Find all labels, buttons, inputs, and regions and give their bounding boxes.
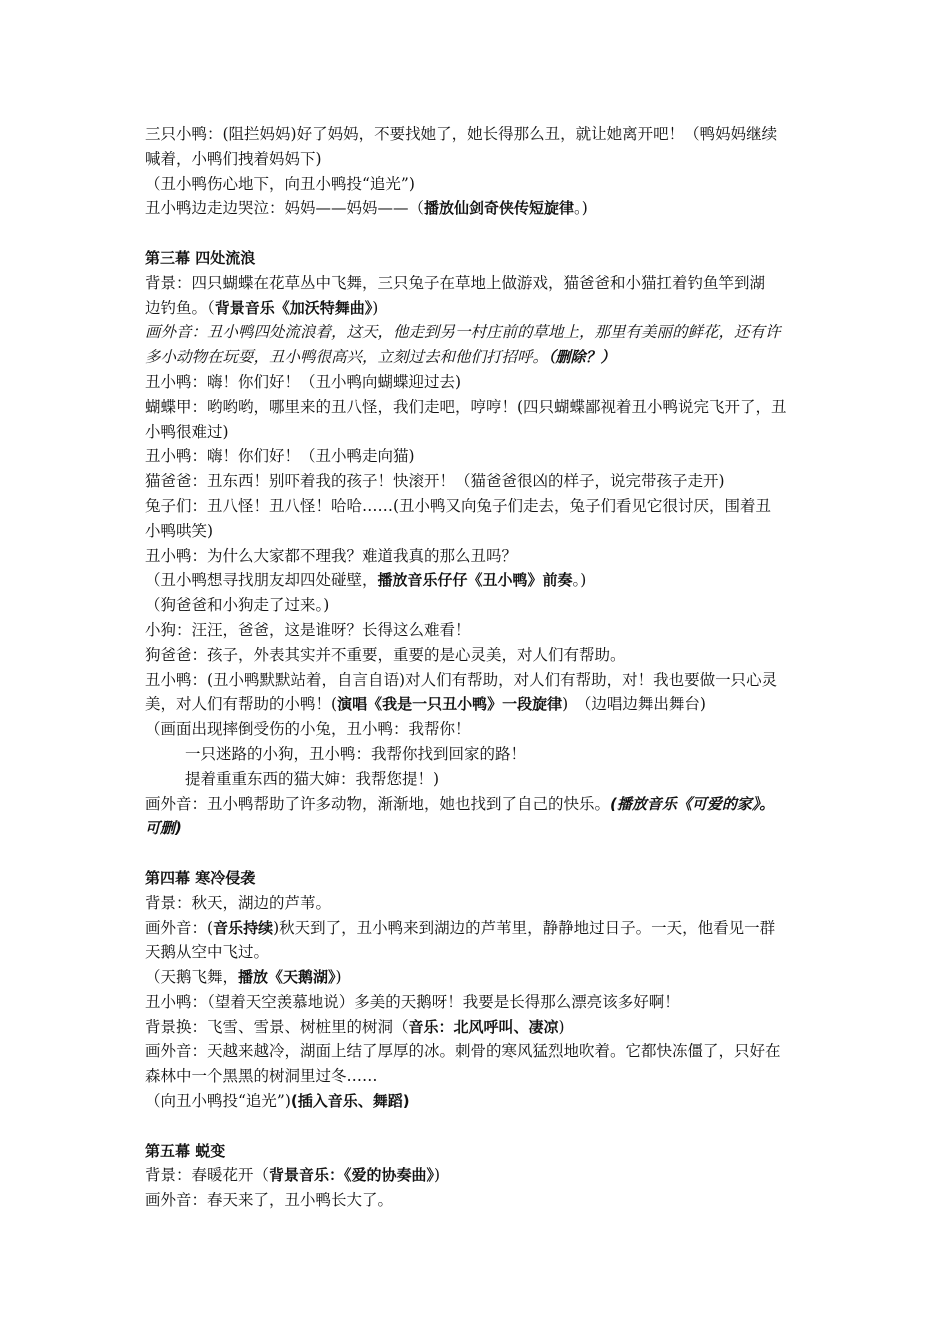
mixed-line [145, 692, 825, 717]
text-run: ) [335, 968, 342, 987]
text-line: 丑小鸭：（望着天空羡慕地说）多美的天鹅呀！我要是长得那么漂亮该多好啊！ [145, 992, 680, 1011]
text-run: 播放《天鹅湖》 [238, 968, 336, 987]
mixed-line [145, 965, 825, 990]
mixed-line [145, 1163, 825, 1188]
text-run: 边钓鱼。（ [145, 298, 215, 317]
text-line: 三只小鸭：(阻拦妈妈)好了妈妈，不要找她了，她长得那么丑，就让她离开吧！（鸭妈妈继续 [145, 125, 778, 143]
blank-line [145, 221, 825, 246]
indented-line: 一只迷路的小狗，丑小鸭：我帮你找到回家的路！ [185, 744, 527, 763]
text-run: 画外音：丑小鸭四处流浪着，这天，他走到另一村庄前的草地上，那里有美丽的鲜花，还有许 [145, 323, 781, 342]
mixed-line [145, 196, 825, 221]
mixed-line [145, 792, 825, 817]
text-line: 小鸭哄笑) [145, 521, 214, 540]
text-run: 演唱《我是一只丑小鸭》一段旋律 [337, 695, 563, 714]
mixed-line [145, 296, 825, 321]
mixed-line [145, 1089, 825, 1114]
text-line: 猫爸爸：丑东西！别吓着我的孩子！快滚开！（猫爸爸很凶的样子，说完带孩子走开) [145, 472, 725, 491]
text-run: 丑小鸭边走边哭泣：妈妈——妈妈——（ [145, 199, 425, 218]
text-line: 兔子们：丑八怪！丑八怪！哈哈……(丑小鸭又向兔子们走去，兔子们看见它很讨厌，围着丑 [145, 496, 772, 515]
text-run: 画外音：( [145, 918, 214, 937]
document-page [145, 122, 825, 1213]
text-line: 画外音：天越来越冷，湖面上结了厚厚的冰。刺骨的寒风猛烈地吹着。它都快冻僵了，只好在 [145, 1042, 781, 1061]
text-run: ) [372, 298, 379, 317]
text-run: 播放仙剑奇侠传短旋律 [424, 199, 575, 218]
text-line: 背景：秋天，湖边的芦苇。 [145, 893, 332, 912]
text-run: 画外音：丑小鸭帮助了许多动物，渐渐地，她也找到了自己的快乐。 [145, 794, 611, 813]
text-run: )秋天到了，丑小鸭来到湖边的芦苇里，静静地过日子。一天，他看见一群 [273, 918, 776, 937]
mixed-line [145, 916, 825, 941]
indented-line: 提着重重东西的猫大婶：我帮您提！) [185, 769, 440, 788]
text-run: ) （边唱边舞出舞台) [562, 695, 706, 714]
text-run: 背景音乐：《爱的协奏曲》 [269, 1166, 435, 1185]
text-run: 音乐：北风呼叫、凄凉 [408, 1017, 559, 1036]
text-run: （丑小鸭想寻找朋友却四处碰壁， [145, 571, 378, 590]
text-line: （画面出现摔倒受伤的小兔，丑小鸭：我帮你！ [145, 720, 471, 739]
text-line: 丑小鸭：嗨！你们好！（丑小鸭走向猫) [145, 447, 415, 466]
text-line: 狗爸爸：孩子，外表其实并不重要，重要的是心灵美，对人们有帮助。 [145, 645, 626, 664]
section-heading: 第五幕 蜕变 [145, 1141, 226, 1160]
text-line: 丑小鸭：为什么大家都不理我？难道我真的那么丑吗？ [145, 546, 518, 565]
text-line: 喊着，小鸭们拽着妈妈下) [145, 149, 322, 168]
text-line: 丑小鸭：嗨！你们好！（丑小鸭向蝴蝶迎过去) [145, 372, 462, 391]
text-run: （天鹅飞舞， [145, 968, 239, 987]
text-run: 美，对人们有帮助的小鸭！( [145, 695, 338, 714]
text-run: (插入音乐、舞蹈) [290, 1092, 410, 1111]
text-run: ) [434, 1166, 441, 1185]
text-run: 。) [574, 199, 588, 218]
text-run: 可删) [145, 819, 182, 838]
section-heading: 第三幕 四处流浪 [145, 248, 256, 267]
text-line: 森林中一个黑黑的树洞里过冬…… [145, 1067, 378, 1086]
text-line: 小狗：汪汪，爸爸，这是谁呀？长得这么难看！ [145, 620, 471, 639]
text-line: 蝴蝶甲：哟哟哟，哪里来的丑八怪，我们走吧，哼哼！(四只蝴蝶鄙视着丑小鸭说完飞开了，丑 [145, 397, 787, 416]
text-run: 背景换：飞雪、雪景、树桩里的树洞（ [145, 1017, 409, 1036]
text-run: 音乐持续 [213, 918, 274, 937]
text-run: ) [558, 1017, 565, 1036]
text-line: 画外音：春天来了，丑小鸭长大了。 [145, 1191, 394, 1210]
blank-line [145, 841, 825, 866]
text-run: 背景：春暖花开（ [145, 1166, 270, 1185]
blank-line [145, 1114, 825, 1139]
text-run: 背景音乐《加沃特舞曲》 [214, 298, 373, 317]
mixed-line [145, 1015, 825, 1040]
text-line: 小鸭很难过) [145, 422, 229, 441]
text-line: （丑小鸭伤心地下，向丑小鸭投“追光”) [145, 174, 415, 193]
text-line: （狗爸爸和小狗走了过来。) [145, 596, 330, 615]
text-line: 丑小鸭：(丑小鸭默默站着，自言自语)对人们有帮助，对人们有帮助，对！我也要做一只心灵 [145, 670, 778, 689]
text-line: 天鹅从空中飞过。 [145, 943, 270, 962]
section-heading: 第四幕 寒冷侵袭 [145, 868, 256, 887]
text-run: (播放音乐《可爱的家》。 [610, 794, 775, 813]
mixed-line [145, 320, 825, 345]
mixed-line [145, 345, 825, 370]
text-run: （删除？） [548, 348, 616, 367]
text-run: （向丑小鸭投“追光”) [145, 1092, 291, 1111]
text-run: 多小动物在玩耍，丑小鸭很高兴，立刻过去和他们打招呼。 [145, 348, 549, 367]
mixed-line [145, 816, 825, 841]
text-run: 。) [572, 571, 587, 590]
mixed-line [145, 568, 825, 593]
text-run: 播放音乐仔仔《丑小鸭》前奏 [377, 571, 573, 590]
text-line: 背景：四只蝴蝶在花草丛中飞舞，三只兔子在草地上做游戏，猫爸爸和小猫扛着钓鱼竿到湖 [145, 273, 766, 292]
